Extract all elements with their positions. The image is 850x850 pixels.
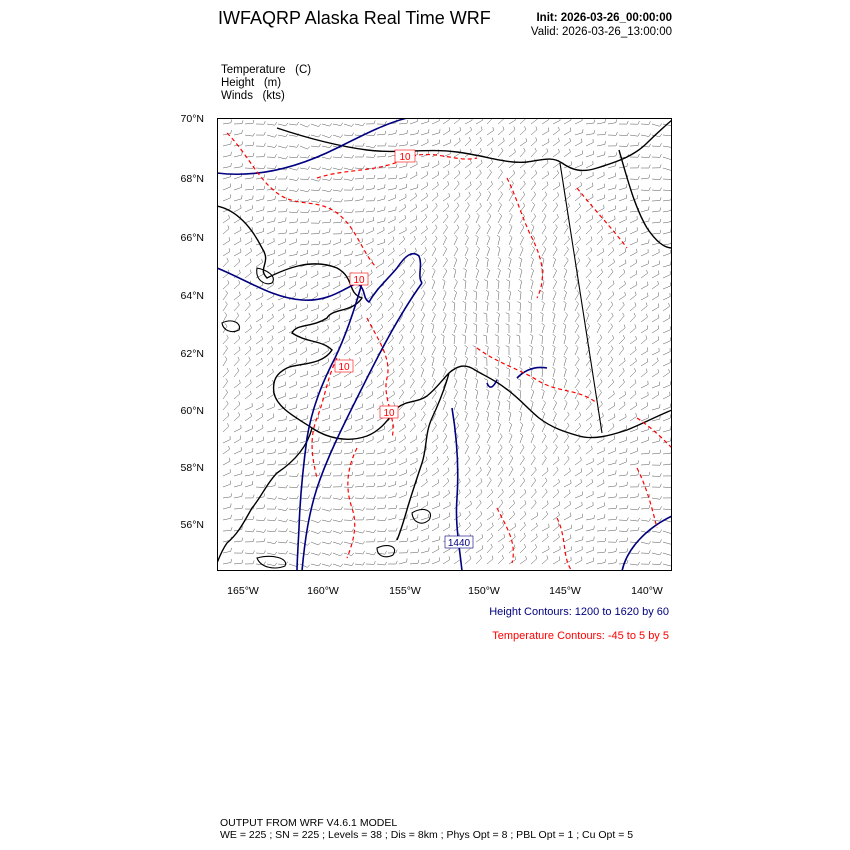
field-winds: Winds (kts)	[221, 90, 285, 102]
lat-label-58: 58°N	[180, 462, 204, 474]
temperature-contours-info: Temperature Contours: -45 to 5 by 5	[492, 630, 669, 642]
field-temperature: Temperature (C)	[221, 64, 312, 76]
lon-label-150: 150°W	[468, 585, 500, 597]
lon-label-140: 140°W	[631, 585, 663, 597]
height-contours-info: Height Contours: 1200 to 1620 by 60	[489, 606, 669, 618]
lat-label-56: 56°N	[180, 519, 204, 531]
height-label-bottom: 1440	[447, 538, 471, 549]
lat-label-66: 66°N	[180, 232, 204, 244]
lat-label-70: 70°N	[180, 113, 204, 125]
lon-label-165: 165°W	[227, 585, 259, 597]
temp-label-mid3: 10	[383, 408, 395, 419]
lat-label-68: 68°N	[180, 173, 204, 185]
map-title: IWFAQRP Alaska Real Time WRF	[218, 8, 491, 28]
model-output-line: OUTPUT FROM WRF V4.6.1 MODEL	[220, 817, 398, 829]
lat-label-62: 62°N	[180, 348, 204, 360]
wrf-map	[217, 118, 672, 571]
valid-time: Valid: 2026-03-26_13:00:00	[530, 26, 672, 38]
temp-label-mid1: 10	[353, 275, 365, 286]
model-config-line: WE = 225 ; SN = 225 ; Levels = 38 ; Dis = 8km ; Phys Opt = 8 ; PBL Opt = 1 ; Cu Opt = 5	[220, 829, 634, 841]
lon-label-145: 145°W	[549, 585, 581, 597]
init-time: Init: 2026-03-26_00:00:00	[536, 12, 672, 24]
temp-label-mid2: 10	[338, 362, 350, 373]
lon-label-155: 155°W	[389, 585, 421, 597]
lat-label-60: 60°N	[180, 405, 204, 417]
field-legend	[221, 64, 311, 103]
temp-label-top: 10	[399, 152, 411, 163]
field-height: Height (m)	[221, 77, 282, 89]
lon-label-160: 160°W	[307, 585, 339, 597]
lat-label-64: 64°N	[180, 290, 204, 302]
